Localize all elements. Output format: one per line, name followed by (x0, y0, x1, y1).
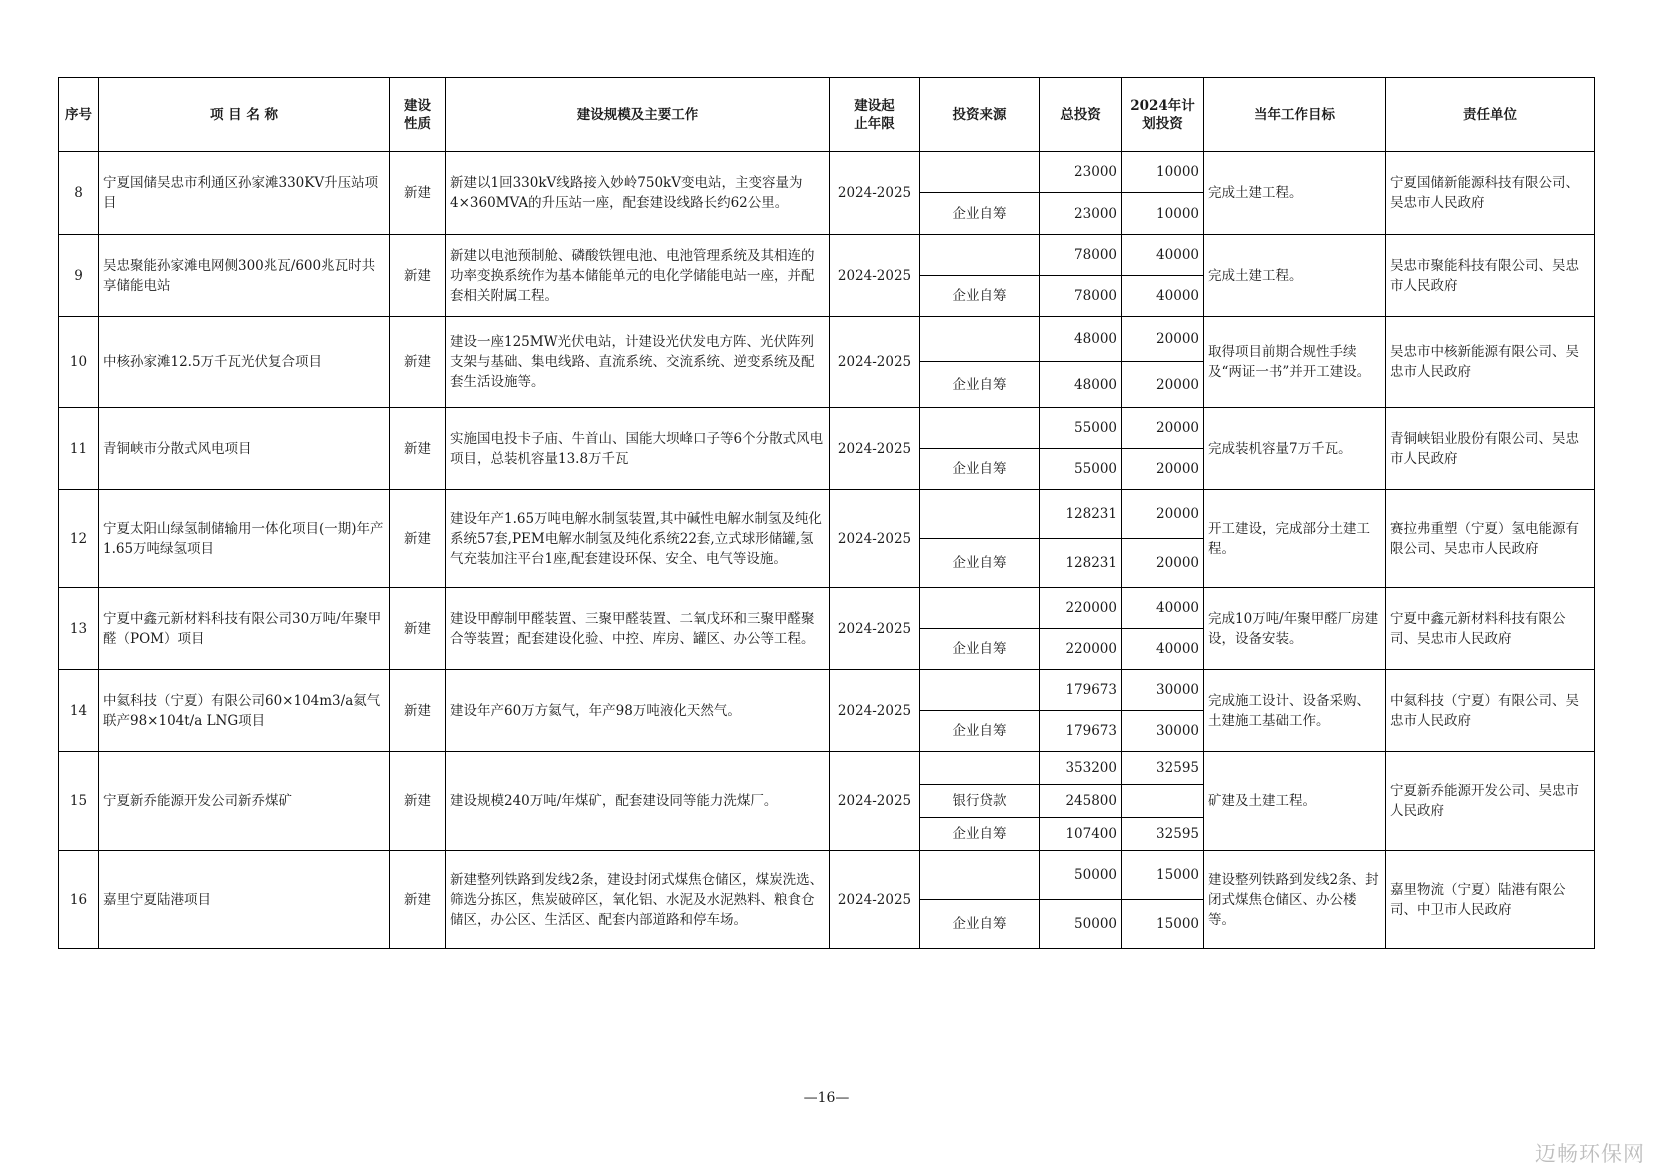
cell-goal: 完成土建工程。 (1204, 152, 1386, 235)
cell-responsible-unit: 青铜峡铝业股份有限公司、吴忠市人民政府 (1386, 408, 1595, 490)
cell-plan-2024: 20000 (1122, 490, 1204, 539)
cell-scope: 建设甲醇制甲醛装置、三聚甲醛装置、二氧戊环和三聚甲醛聚合等装置；配套建设化验、中控、库房、罐区、办公等工程。 (446, 588, 830, 670)
table-row (59, 317, 1595, 362)
cell-seq: 15 (59, 752, 99, 851)
cell-seq: 10 (59, 317, 99, 408)
cell-plan-2024: 30000 (1122, 670, 1204, 711)
cell-period: 2024-2025 (830, 752, 920, 851)
cell-nature: 新建 (390, 588, 446, 670)
cell-total-investment: 55000 (1040, 408, 1122, 449)
cell-source: 企业自筹 (920, 449, 1040, 490)
table-row (59, 490, 1595, 539)
cell-goal: 完成土建工程。 (1204, 235, 1386, 317)
cell-project-name: 宁夏新乔能源开发公司新乔煤矿 (99, 752, 390, 851)
cell-source (920, 235, 1040, 276)
cell-project-name: 宁夏国储吴忠市利通区孙家滩330KV升压站项目 (99, 152, 390, 235)
cell-goal: 矿建及土建工程。 (1204, 752, 1386, 851)
cell-seq: 11 (59, 408, 99, 490)
cell-plan-2024: 15000 (1122, 900, 1204, 949)
cell-total-investment: 23000 (1040, 152, 1122, 193)
cell-seq: 13 (59, 588, 99, 670)
header-row (59, 78, 1595, 152)
cell-source (920, 317, 1040, 362)
cell-scope: 建设年产60万方氦气，年产98万吨液化天然气。 (446, 670, 830, 752)
cell-nature: 新建 (390, 752, 446, 851)
cell-nature: 新建 (390, 235, 446, 317)
cell-goal: 开工建设，完成部分土建工程。 (1204, 490, 1386, 588)
cell-source: 企业自筹 (920, 539, 1040, 588)
cell-total-investment: 23000 (1040, 193, 1122, 235)
cell-nature: 新建 (390, 152, 446, 235)
cell-scope: 新建整列铁路到发线2条，建设封闭式煤焦仓储区，煤炭洗选、筛选分拣区，焦炭破碎区，氧化铝、水泥及水泥熟料、粮食仓储区，办公区、生活区、配套内部道路和停车场。 (446, 851, 830, 949)
cell-plan-2024: 20000 (1122, 449, 1204, 490)
cell-project-name: 嘉里宁夏陆港项目 (99, 851, 390, 949)
header-plan2024: 2024年计 划投资 (1122, 78, 1204, 152)
cell-source: 企业自筹 (920, 818, 1040, 851)
cell-plan-2024: 20000 (1122, 408, 1204, 449)
cell-plan-2024: 40000 (1122, 235, 1204, 276)
header-total: 总投资 (1040, 78, 1122, 152)
cell-responsible-unit: 中氦科技（宁夏）有限公司、吴忠市人民政府 (1386, 670, 1595, 752)
header-period: 建设起 止年限 (830, 78, 920, 152)
cell-period: 2024-2025 (830, 588, 920, 670)
header-scope: 建设规模及主要工作 (446, 78, 830, 152)
page-number: —16— (803, 1090, 850, 1106)
cell-source: 企业自筹 (920, 629, 1040, 670)
cell-total-investment: 128231 (1040, 539, 1122, 588)
table-row (59, 408, 1595, 449)
cell-source (920, 752, 1040, 785)
cell-total-investment: 78000 (1040, 235, 1122, 276)
cell-total-investment: 353200 (1040, 752, 1122, 785)
cell-total-investment: 50000 (1040, 900, 1122, 949)
header-unit: 责任单位 (1386, 78, 1595, 152)
cell-total-investment: 107400 (1040, 818, 1122, 851)
cell-source: 企业自筹 (920, 276, 1040, 317)
cell-responsible-unit: 吴忠市中核新能源有限公司、吴忠市人民政府 (1386, 317, 1595, 408)
cell-plan-2024: 15000 (1122, 851, 1204, 900)
cell-scope: 建设规模240万吨/年煤矿，配套建设同等能力洗煤厂。 (446, 752, 830, 851)
cell-source (920, 152, 1040, 193)
cell-seq: 12 (59, 490, 99, 588)
cell-goal: 完成装机容量7万千瓦。 (1204, 408, 1386, 490)
watermark: 迈畅环保网 (1535, 1142, 1645, 1166)
table-row (59, 752, 1595, 785)
cell-scope: 建设年产1.65万吨电解水制氢装置,其中碱性电解水制氢及纯化系统57套,PEM电解水制氢及纯化系统22套,立式球形储罐,氢气充装加注平台1座,配套建设环保、安全、电气等设施。 (446, 490, 830, 588)
cell-period: 2024-2025 (830, 670, 920, 752)
cell-plan-2024: 32595 (1122, 818, 1204, 851)
cell-total-investment: 179673 (1040, 711, 1122, 752)
cell-total-investment: 48000 (1040, 362, 1122, 408)
project-table (58, 77, 1595, 949)
cell-goal: 完成施工设计、设备采购、土建施工基础工作。 (1204, 670, 1386, 752)
cell-plan-2024: 30000 (1122, 711, 1204, 752)
cell-period: 2024-2025 (830, 408, 920, 490)
cell-total-investment: 220000 (1040, 588, 1122, 629)
cell-seq: 8 (59, 152, 99, 235)
cell-responsible-unit: 赛拉弗重塑（宁夏）氢电能源有限公司、吴忠市人民政府 (1386, 490, 1595, 588)
cell-goal: 取得项目前期合规性手续及“两证一书”并开工建设。 (1204, 317, 1386, 408)
cell-total-investment: 78000 (1040, 276, 1122, 317)
cell-source: 企业自筹 (920, 193, 1040, 235)
cell-plan-2024: 32595 (1122, 752, 1204, 785)
header-goal: 当年工作目标 (1204, 78, 1386, 152)
header-name: 项 目 名 称 (99, 78, 390, 152)
cell-plan-2024: 20000 (1122, 317, 1204, 362)
cell-source: 企业自筹 (920, 711, 1040, 752)
cell-seq: 14 (59, 670, 99, 752)
table-row (59, 152, 1595, 193)
cell-seq: 9 (59, 235, 99, 317)
table-row (59, 851, 1595, 900)
cell-nature: 新建 (390, 490, 446, 588)
cell-total-investment: 245800 (1040, 785, 1122, 818)
table-row (59, 588, 1595, 629)
cell-plan-2024: 20000 (1122, 539, 1204, 588)
cell-nature: 新建 (390, 317, 446, 408)
header-nature: 建设 性质 (390, 78, 446, 152)
cell-responsible-unit: 嘉里物流（宁夏）陆港有限公司、中卫市人民政府 (1386, 851, 1595, 949)
cell-total-investment: 220000 (1040, 629, 1122, 670)
table-row (59, 670, 1595, 711)
cell-total-investment: 55000 (1040, 449, 1122, 490)
cell-source: 企业自筹 (920, 900, 1040, 949)
cell-project-name: 中核孙家滩12.5万千瓦光伏复合项目 (99, 317, 390, 408)
cell-plan-2024: 40000 (1122, 629, 1204, 670)
cell-period: 2024-2025 (830, 235, 920, 317)
cell-period: 2024-2025 (830, 317, 920, 408)
cell-total-investment: 128231 (1040, 490, 1122, 539)
cell-source (920, 490, 1040, 539)
cell-scope: 新建以1回330kV线路接入妙岭750kV变电站，主变容量为4×360MVA的升压站一座，配套建设线路长约62公里。 (446, 152, 830, 235)
cell-total-investment: 48000 (1040, 317, 1122, 362)
cell-nature: 新建 (390, 408, 446, 490)
cell-source (920, 851, 1040, 900)
cell-project-name: 中氦科技（宁夏）有限公司60×104m3/a氦气联产98×104t/a LNG项目 (99, 670, 390, 752)
cell-plan-2024 (1122, 785, 1204, 818)
cell-responsible-unit: 宁夏新乔能源开发公司、吴忠市人民政府 (1386, 752, 1595, 851)
cell-plan-2024: 20000 (1122, 362, 1204, 408)
header-seq: 序号 (59, 78, 99, 152)
header-source: 投资来源 (920, 78, 1040, 152)
cell-project-name: 青铜峡市分散式风电项目 (99, 408, 390, 490)
cell-source: 银行贷款 (920, 785, 1040, 818)
cell-period: 2024-2025 (830, 851, 920, 949)
cell-nature: 新建 (390, 670, 446, 752)
cell-scope: 实施国电投卡子庙、牛首山、国能大坝峰口子等6个分散式风电项目，总装机容量13.8万千瓦 (446, 408, 830, 490)
cell-plan-2024: 40000 (1122, 276, 1204, 317)
cell-total-investment: 50000 (1040, 851, 1122, 900)
cell-plan-2024: 10000 (1122, 152, 1204, 193)
cell-total-investment: 179673 (1040, 670, 1122, 711)
cell-seq: 16 (59, 851, 99, 949)
cell-source: 企业自筹 (920, 362, 1040, 408)
cell-plan-2024: 40000 (1122, 588, 1204, 629)
cell-source (920, 670, 1040, 711)
cell-source (920, 408, 1040, 449)
cell-source (920, 588, 1040, 629)
table-body (59, 152, 1595, 949)
cell-responsible-unit: 宁夏国储新能源科技有限公司、吴忠市人民政府 (1386, 152, 1595, 235)
cell-plan-2024: 10000 (1122, 193, 1204, 235)
cell-scope: 建设一座125MW光伏电站，计建设光伏发电方阵、光伏阵列支架与基础、集电线路、直流系统、交流系统、逆变系统及配套生活设施等。 (446, 317, 830, 408)
cell-project-name: 宁夏中鑫元新材料科技有限公司30万吨/年聚甲醛（POM）项目 (99, 588, 390, 670)
cell-responsible-unit: 吴忠市聚能科技有限公司、吴忠市人民政府 (1386, 235, 1595, 317)
cell-project-name: 吴忠聚能孙家滩电网侧300兆瓦/600兆瓦时共享储能电站 (99, 235, 390, 317)
cell-scope: 新建以电池预制舱、磷酸铁锂电池、电池管理系统及其相连的功率变换系统作为基本储能单元的电化学储能电站一座，并配套相关附属工程。 (446, 235, 830, 317)
cell-period: 2024-2025 (830, 490, 920, 588)
table-row (59, 235, 1595, 276)
cell-goal: 建设整列铁路到发线2条、封闭式煤焦仓储区、办公楼等。 (1204, 851, 1386, 949)
cell-goal: 完成10万吨/年聚甲醛厂房建设，设备安装。 (1204, 588, 1386, 670)
cell-responsible-unit: 宁夏中鑫元新材料科技有限公司、吴忠市人民政府 (1386, 588, 1595, 670)
cell-nature: 新建 (390, 851, 446, 949)
cell-period: 2024-2025 (830, 152, 920, 235)
cell-project-name: 宁夏太阳山绿氢制储输用一体化项目(一期)年产1.65万吨绿氢项目 (99, 490, 390, 588)
